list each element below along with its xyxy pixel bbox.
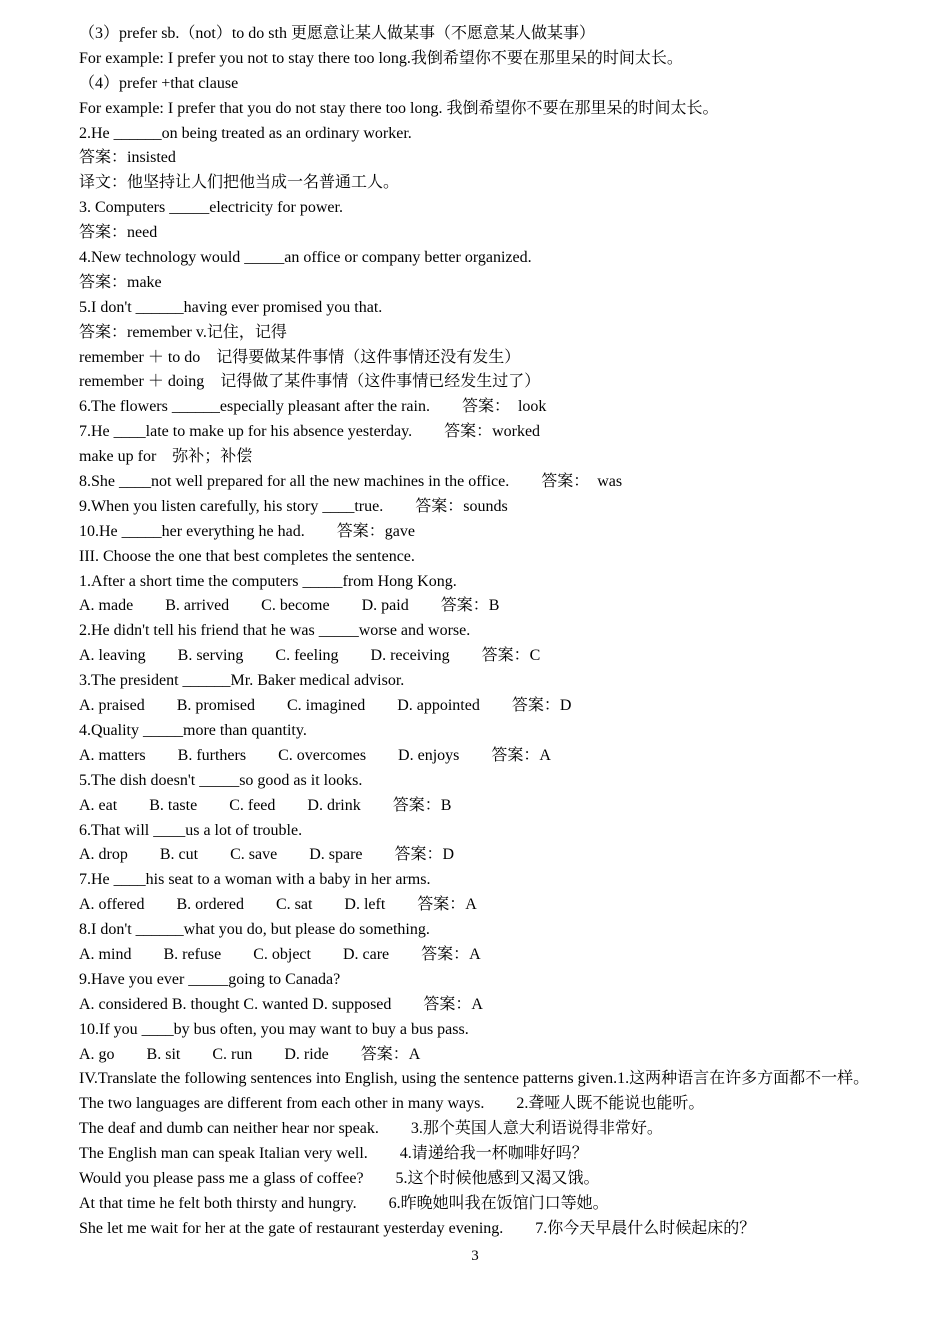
page-number: 3	[471, 1248, 479, 1264]
text-line: 10.If you ____by bus often, you may want to buy a bus pass.	[79, 1020, 469, 1038]
text-line: At that time he felt both thirsty and hungry. 6.昨晚她叫我在饭馆门口等她。	[79, 1194, 609, 1212]
text-line: A. considered B. thought C. wanted D. supposed 答案：A	[79, 995, 483, 1013]
text-line: make up for 弥补；补偿	[79, 448, 253, 466]
text-line: 答案：remember v.记住，记得	[79, 323, 287, 341]
text-line: A. praised B. promised C. imagined D. appointed 答案：D	[79, 697, 572, 715]
text-line: remember ＋ to do 记得要做某件事情（这件事情还没有发生）	[79, 348, 521, 366]
document-body	[79, 22, 919, 1242]
text-line: 9.Have you ever _____going to Canada?	[79, 970, 341, 988]
text-line: A. matters B. furthers C. overcomes D. enjoys 答案：A	[79, 746, 551, 764]
text-line: 7.He ____late to make up for his absence yesterday. 答案：worked	[79, 423, 541, 441]
text-line: For example: I prefer that you do not stay there too long. 我倒希望你不要在那里呆的时间太长。	[79, 99, 719, 117]
text-line: 2.He ______on being treated as an ordinary worker.	[79, 124, 412, 142]
text-line: 8.She ____not well prepared for all the new machines in the office. 答案： was	[79, 473, 623, 491]
text-line: 1.After a short time the computers _____from Hong Kong.	[79, 572, 457, 590]
text-line: A. go B. sit C. run D. ride 答案：A	[79, 1045, 421, 1063]
text-line: 9.When you listen carefully, his story ____true. 答案：sounds	[79, 497, 508, 515]
text-line: She let me wait for her at the gate of restaurant yesterday evening. 7.你今天早晨什么时候起床的？	[79, 1219, 756, 1237]
text-line: 答案：need	[79, 224, 158, 242]
text-line: Would you please pass me a glass of coffee? 5.这个时候他感到又渴又饿。	[79, 1169, 600, 1187]
text-line: 3. Computers _____electricity for power.	[79, 199, 343, 217]
text-line: remember ＋ doing 记得做了某件事情（这件事情已经发生过了）	[79, 373, 541, 391]
text-line: The deaf and dumb can neither hear nor speak. 3.那个英国人意大利语说得非常好。	[79, 1120, 663, 1138]
text-line: 3.The president ______Mr. Baker medical advisor.	[79, 672, 405, 690]
text-line: 译文：他坚持让人们把他当成一名普通工人。	[79, 174, 400, 192]
text-line: A. leaving B. serving C. feeling D. receiving 答案：C	[79, 647, 541, 665]
text-line: 5.I don't ______having ever promised you that.	[79, 298, 383, 316]
text-line: 4.New technology would _____an office or company better organized.	[79, 249, 532, 267]
text-line: III. Choose the one that best completes the sentence.	[79, 547, 415, 565]
text-line: 6.That will ____us a lot of trouble.	[79, 821, 303, 839]
text-line: （4）prefer +that clause	[79, 74, 239, 92]
text-line: The English man can speak Italian very well. 4.请递给我一杯咖啡好吗？	[79, 1145, 588, 1163]
text-line: 答案：insisted	[79, 149, 176, 167]
text-line: For example: I prefer you not to stay there too long.我倒希望你不要在那里呆的时间太长。	[79, 49, 683, 67]
text-line: （3）prefer sb.（not）to do sth 更愿意让某人做某事（不愿意某人做某事）	[79, 25, 595, 42]
text-line: 答案：make	[79, 273, 162, 291]
text-line: 5.The dish doesn't _____so good as it looks.	[79, 771, 363, 789]
text-line: A. drop B. cut C. save D. spare 答案：D	[79, 846, 455, 864]
text-line: A. offered B. ordered C. sat D. left 答案：A	[79, 896, 477, 914]
text-line: 7.He ____his seat to a woman with a baby in her arms.	[79, 871, 431, 889]
text-line: The two languages are different from each other in many ways. 2.聋哑人既不能说也能听。	[79, 1095, 705, 1113]
text-line: A. made B. arrived C. become D. paid 答案：B	[79, 597, 500, 615]
text-line: A. mind B. refuse C. object D. care 答案：A	[79, 945, 481, 963]
text-line: IV.Translate the following sentences into English, using the sentence patterns given.1.这两种语言在许多方面都不一样。	[79, 1070, 870, 1088]
text-line: 6.The flowers ______especially pleasant after the rain. 答案： look	[79, 398, 547, 416]
text-line: 4.Quality _____more than quantity.	[79, 721, 307, 739]
text-line: 2.He didn't tell his friend that he was _____worse and worse.	[79, 622, 471, 640]
text-line: A. eat B. taste C. feed D. drink 答案：B	[79, 796, 452, 814]
text-line: 8.I don't ______what you do, but please do something.	[79, 921, 430, 939]
text-line: 10.He _____her everything he had. 答案：gave	[79, 522, 415, 540]
